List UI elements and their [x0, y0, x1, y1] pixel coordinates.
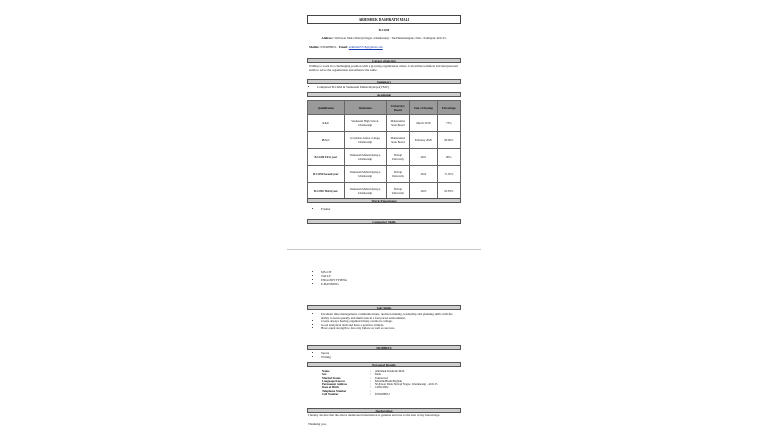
- table-cell: February 2020: [410, 132, 438, 149]
- field-value: Male: [374, 372, 382, 377]
- table-cell: 2021: [410, 149, 438, 166]
- table-cell: Shivaji University: [386, 166, 410, 183]
- table-cell: 63.83%: [437, 183, 460, 200]
- resume-page-1: [287, 0, 481, 248]
- academic-heading: Academic: [307, 92, 461, 97]
- field-label: Sex: [322, 372, 327, 377]
- table-row: Name : Abhishek Dashrath Mali: [320, 370, 457, 373]
- table-row: [308, 166, 461, 183]
- table-cell: Venkatesh Mahavidyalaya, Ichalkaranji: [344, 149, 386, 166]
- email-label: Email:: [338, 45, 348, 49]
- table-cell: Shivaji University: [386, 183, 410, 200]
- resume-page-2: [287, 252, 481, 433]
- field-label: Date of Birth: [322, 385, 339, 390]
- table-cell: 73%: [437, 115, 460, 132]
- computer-list: [313, 270, 347, 286]
- column-header: Institution: [344, 101, 386, 115]
- career-heading: Career objective: [307, 58, 461, 63]
- field-label: Permanent Address: [322, 382, 348, 387]
- column-header: University/ Board: [386, 101, 410, 115]
- table-cell: B.COM First year: [308, 149, 345, 166]
- table-cell: B.COM Third year: [308, 183, 345, 200]
- list-item: • MS-CIT: [321, 270, 347, 274]
- table-cell: Venkatesh Mahavidyalaya, Ichalkaranji: [344, 183, 386, 200]
- table-cell: B.COM Second year: [308, 166, 345, 183]
- page-separator: [287, 249, 481, 250]
- summary-list: [309, 85, 389, 89]
- column-header: Year of Passing: [410, 101, 438, 115]
- table-row: Sex : Male: [320, 373, 457, 376]
- work-heading: Work Experience: [307, 198, 461, 203]
- table-row: Cell Number : 9359288951: [320, 393, 457, 396]
- list-item: • Completed B.COM in Venkatesh Mahavidyalaya(VMV): [317, 85, 389, 89]
- field-value: 9359288951: [374, 392, 390, 397]
- career-text: Willing to work in a challenging position with a growing organization where I can utilize technical and interpersonal skills to serve the organization and enhance the same.: [309, 64, 458, 72]
- table-cell: Venkatesh High School, Ichalkaranji: [344, 115, 386, 132]
- list-item: • Fresher: [321, 207, 331, 211]
- list-item: • E-BANKING: [321, 282, 347, 286]
- soft-skills-heading: Soft Skills: [307, 305, 461, 310]
- table-row: Marital Status : Unmarried: [320, 377, 457, 380]
- declaration-heading: Declaration: [307, 408, 461, 413]
- declaration-text: I hereby declare that the above mentioned information is genuine and true to the best of my knowledge.: [308, 413, 441, 417]
- list-item: • TALLY: [321, 274, 347, 278]
- work-list: [313, 207, 331, 211]
- field-value: Marathi/Hindi/English: [374, 378, 403, 383]
- table-cell: 69.69%: [437, 132, 460, 149]
- field-label: Marital Status: [322, 375, 341, 380]
- address-label: Address:: [321, 36, 334, 40]
- computer-heading: Computer Skills: [307, 219, 461, 224]
- table-row: Telephone Number :: [320, 390, 457, 393]
- table-row: [308, 132, 461, 149]
- list-item: • Have equal strength to face any failure as well as success.: [321, 327, 461, 331]
- table-cell: Shivaji University: [386, 149, 410, 166]
- field-label: Language Known: [322, 378, 345, 383]
- table-cell: Maharashtra State Board: [386, 115, 410, 132]
- field-value: Unmarried: [374, 375, 388, 380]
- contact-line: [309, 46, 383, 50]
- table-cell: 2023: [410, 183, 438, 200]
- column-header: Percentage: [437, 101, 460, 115]
- email-link[interactable]: abhimali5718@gmail.com: [348, 45, 383, 49]
- list-item: • ENGLISH TYPING: [321, 278, 347, 282]
- table-cell: Venkatesh Mahavidyalaya, Ichalkaranji: [344, 166, 386, 183]
- table-cell: Govindrao Junior college, Ichalkaranji: [344, 132, 386, 149]
- address-line: [307, 37, 461, 41]
- table-cell: 80%: [437, 149, 460, 166]
- table-cell: March 2018: [410, 115, 438, 132]
- list-item: • Excellent time management, communications, decision making, leadership and planning skills with the ability to learn quickly and multi task in a fast paced environment.: [321, 313, 461, 320]
- field-value: Abhishek Dashrath Mali: [374, 369, 405, 373]
- personal-details-table: [320, 370, 457, 396]
- field-value: 50,Pawar Mala Shivaji Nagar, Ichalkaranji - 416115: [374, 382, 438, 387]
- column-header: Qualification: [308, 101, 345, 115]
- address-value: 50,Pawar Mala Shivaji Nagar, Ichalkaranji - Tal-Hatkanangale, Dist.- Kolhapur 416115.: [334, 36, 447, 40]
- hobbies-heading: HOBBIES: [307, 345, 461, 350]
- table-header-row: [308, 101, 461, 115]
- mobile-value: 9359288951.: [320, 45, 338, 49]
- table-row: Language Known : Marathi/Hindi/English: [320, 380, 457, 383]
- field-value: 14/06/2002: [374, 385, 389, 390]
- table-cell: S.S.C: [308, 115, 345, 132]
- candidate-name: ABHISHEK DASHRATH MALI: [358, 18, 410, 22]
- academic-table: [307, 100, 461, 200]
- summary-heading: Summary: [307, 79, 461, 84]
- hobbies-list: [313, 351, 331, 359]
- table-row: Date of Birth : 14/06/2002: [320, 386, 457, 389]
- field-label: Cell Number: [322, 392, 339, 397]
- list-item: • Create always having organized many events in college.: [321, 320, 461, 324]
- table-row: [308, 149, 461, 166]
- mobile-label: Mobile:: [309, 45, 320, 49]
- personal-heading: Personal Details: [307, 362, 461, 367]
- table-cell: Maharashtra State Board: [386, 132, 410, 149]
- table-cell: H.S.C: [308, 132, 345, 149]
- field-label: Name: [322, 369, 330, 373]
- name-box: [307, 15, 461, 24]
- field-label: Telephone Number: [322, 388, 347, 393]
- table-row: [308, 115, 461, 132]
- table-cell: 71.05%: [437, 166, 460, 183]
- soft-skills-list: [313, 313, 461, 331]
- list-item: • Sports: [321, 351, 331, 355]
- table-cell: 2022: [410, 166, 438, 183]
- degree: B.COM: [378, 28, 390, 32]
- table-row: [308, 183, 461, 200]
- list-item: • Writing: [321, 355, 331, 359]
- list-item: • Good analytical skill and have a positive attitude.: [321, 324, 461, 328]
- table-row: Permanent Address : 50,Pawar Mala Shivaji Nagar, Ichalkaranji - 416115: [320, 383, 457, 386]
- declaration-closing: Thanking you,: [308, 422, 327, 426]
